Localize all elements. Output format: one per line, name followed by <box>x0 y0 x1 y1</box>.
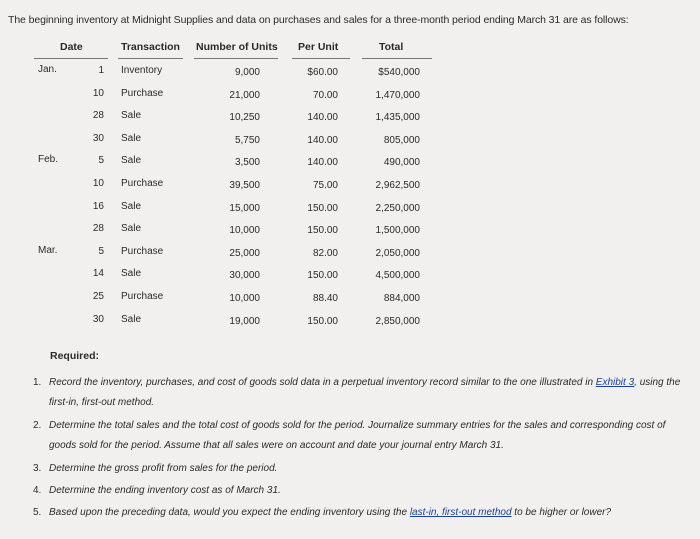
cell-day: 10 <box>92 178 104 189</box>
cell-day: 5 <box>98 245 104 257</box>
cell-units: 30,000 <box>229 270 260 282</box>
cell-per-unit: 150.00 <box>307 225 338 237</box>
cell-day: 1 <box>98 65 104 76</box>
requirement-text-part: Determine the total sales and the total cost of goods sold for the period. Journalize summary entries for the sales and corresponding cost of goods sold for the period. Assume that all sales were on account and date your journal entry March 31. <box>49 420 666 451</box>
cell-per-unit: 82.00 <box>312 247 338 259</box>
header-date: Date <box>60 41 83 53</box>
requirement-text <box>49 373 689 413</box>
cell-total: 2,962,500 <box>375 180 420 191</box>
cell-total: 884,000 <box>383 293 420 304</box>
header-total: Total <box>379 41 404 53</box>
header-underline-total <box>362 58 432 59</box>
cell-per-unit: 140.00 <box>307 112 338 124</box>
requirement-number: 1. <box>33 377 42 388</box>
header-underline-transaction <box>118 58 183 59</box>
cell-transaction: Sale <box>121 110 142 122</box>
cell-total: 805,000 <box>383 134 420 146</box>
cell-total: 490,000 <box>383 157 420 169</box>
cell-total: $540,000 <box>378 67 420 78</box>
cell-day: 10 <box>92 87 104 99</box>
cell-per-unit: 88.40 <box>312 293 338 304</box>
cell-per-unit: 150.00 <box>307 202 338 214</box>
cell-per-unit: 150.00 <box>307 315 338 327</box>
cell-total: 2,050,000 <box>375 247 420 259</box>
cell-units: 10,000 <box>229 293 260 304</box>
cell-units: 5,750 <box>234 134 260 146</box>
cell-per-unit: 70.00 <box>312 89 338 101</box>
requirement-link[interactable]: Exhibit 3 <box>595 377 635 388</box>
requirement-number: 5. <box>33 507 42 518</box>
cell-per-unit: $60.00 <box>307 67 338 78</box>
requirement-number: 2. <box>33 420 42 431</box>
cell-transaction: Sale <box>121 132 142 144</box>
cell-month: Jan. <box>38 64 57 75</box>
requirement-text-part: , using the first-in, first-out method. <box>49 377 681 408</box>
cell-total: 2,250,000 <box>375 202 420 214</box>
cell-transaction: Sale <box>121 223 142 235</box>
requirement-text <box>49 416 689 456</box>
cell-day: 14 <box>92 268 104 280</box>
requirement-text <box>49 503 689 523</box>
cell-day: 28 <box>92 223 104 235</box>
cell-transaction: Purchase <box>121 87 164 99</box>
intro-text: The beginning inventory at Midnight Supplies and data on purchases and sales for a three-month period ending March 31 are as follows: <box>8 14 629 26</box>
cell-day: 16 <box>92 200 104 212</box>
cell-total: 2,850,000 <box>375 315 420 327</box>
cell-units: 9,000 <box>234 67 260 78</box>
header-underline-per-unit <box>292 58 350 59</box>
requirement-text <box>49 481 689 501</box>
cell-per-unit: 140.00 <box>307 134 338 146</box>
cell-transaction: Sale <box>121 268 142 280</box>
cell-units: 39,500 <box>229 180 260 191</box>
cell-units: 3,500 <box>234 157 260 169</box>
cell-total: 1,500,000 <box>375 225 420 237</box>
required-heading: Required: <box>50 350 100 362</box>
cell-total: 1,470,000 <box>375 89 420 101</box>
cell-per-unit: 150.00 <box>307 270 338 282</box>
requirement-text-part: Determine the ending inventory cost as of March 31. <box>49 485 281 496</box>
cell-transaction: Inventory <box>121 65 163 76</box>
cell-day: 28 <box>92 110 104 122</box>
requirement-number: 3. <box>33 463 42 474</box>
header-transaction: Transaction <box>121 41 180 53</box>
cell-transaction: Sale <box>121 313 142 325</box>
requirement-text-part: Based upon the preceding data, would you expect the ending inventory using the <box>49 507 410 518</box>
header-underline-units <box>194 58 278 59</box>
cell-day: 30 <box>92 132 104 144</box>
cell-transaction: Purchase <box>121 178 164 189</box>
requirement-text-part: Determine the gross profit from sales for the period. <box>49 463 278 474</box>
requirement-text-part: Record the inventory, purchases, and cost of goods sold data in a perpetual inventory record similar to the one illustrated in <box>49 377 596 388</box>
cell-total: 1,435,000 <box>375 112 420 124</box>
cell-month: Feb. <box>38 154 59 166</box>
cell-day: 30 <box>92 313 104 325</box>
cell-units: 10,250 <box>229 112 260 124</box>
cell-total: 4,500,000 <box>375 270 420 282</box>
cell-units: 15,000 <box>229 202 260 214</box>
header-underline-date <box>34 58 108 59</box>
cell-transaction: Sale <box>121 200 142 212</box>
cell-units: 19,000 <box>229 315 260 327</box>
requirement-link[interactable]: last-in, first-out method <box>409 507 512 518</box>
requirement-text <box>49 459 689 479</box>
header-units: Number of Units <box>196 41 278 53</box>
requirement-text-part: to be higher or lower? <box>511 507 612 518</box>
header-per-unit: Per Unit <box>298 41 339 53</box>
cell-units: 21,000 <box>229 89 260 101</box>
cell-units: 25,000 <box>229 247 260 259</box>
cell-transaction: Purchase <box>121 291 164 302</box>
cell-transaction: Purchase <box>121 245 164 257</box>
requirement-number: 4. <box>33 485 42 496</box>
cell-day: 25 <box>92 291 104 302</box>
cell-month: Mar. <box>38 244 58 256</box>
cell-day: 5 <box>98 155 104 167</box>
cell-per-unit: 75.00 <box>312 180 338 191</box>
cell-transaction: Sale <box>121 155 142 167</box>
cell-units: 10,000 <box>229 225 260 237</box>
cell-per-unit: 140.00 <box>307 157 338 169</box>
